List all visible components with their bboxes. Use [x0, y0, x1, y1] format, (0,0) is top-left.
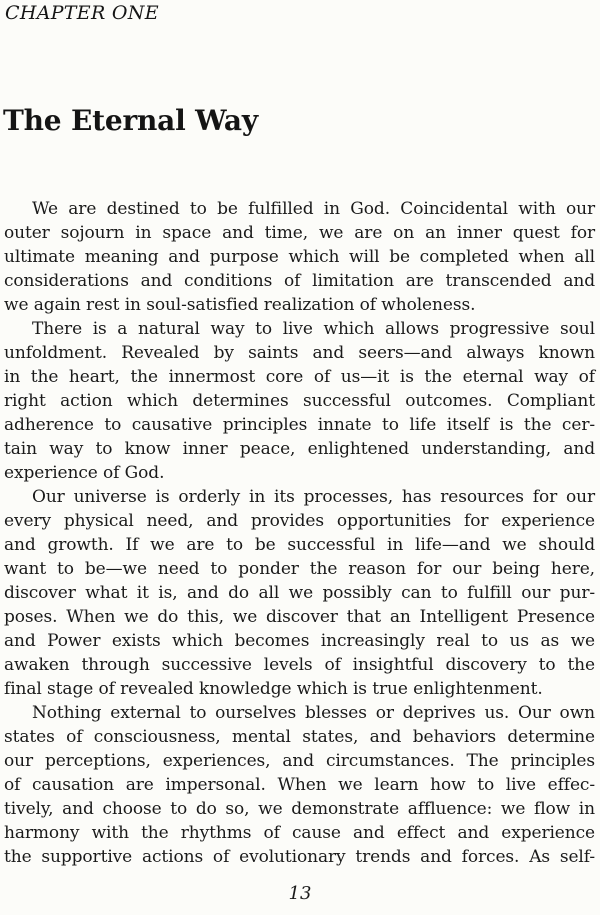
running-header: CHAPTER ONE [5, 2, 159, 24]
text-line: There is a natural way to live which allows progressive soul [32, 319, 595, 339]
text-line: tively, and choose to do so, we demonstrate affluence: we flow in [4, 799, 595, 819]
text-line: ultimate meaning and purpose which will be completed when all [4, 247, 595, 267]
text-line: discover what it is, and do all we possibly can to fulfill our pur- [4, 583, 595, 603]
text-line: poses. When we do this, we discover that an Intelligent Presence [4, 607, 595, 627]
text-line: we again rest in soul-satisfied realization of wholeness. [4, 295, 476, 315]
text-line: Our universe is orderly in its processes, has resources for our [32, 487, 595, 507]
text-line: tain way to know inner peace, enlightened understanding, and [4, 439, 595, 459]
text-line: and growth. If we are to be successful in life—and we should [4, 535, 595, 555]
text-line: considerations and conditions of limitation are transcended and [4, 271, 595, 291]
paragraph-2 [4, 317, 595, 485]
text-line: right action which determines successful outcomes. Compliant [4, 391, 595, 411]
paragraph-4 [4, 701, 595, 869]
paragraph-3 [4, 485, 595, 701]
text-line: states of consciousness, mental states, and behaviors determine [4, 727, 595, 747]
chapter-title: The Eternal Way [3, 104, 258, 137]
text-line: want to be—we need to ponder the reason for our being here, [4, 559, 595, 579]
text-line: experience of God. [4, 463, 165, 483]
page-number: 13 [288, 883, 312, 904]
text-line: our perceptions, experiences, and circumstances. The principles [4, 751, 595, 771]
text-line: Nothing external to ourselves blesses or deprives us. Our own [32, 703, 595, 723]
text-line: and Power exists which becomes increasingly real to us as we [4, 631, 595, 651]
text-line: in the heart, the innermost core of us—it is the eternal way of [4, 367, 595, 387]
text-line: outer sojourn in space and time, we are on an inner quest for [4, 223, 595, 243]
text-line: of causation are impersonal. When we learn how to live effec- [4, 775, 595, 795]
text-line: every physical need, and provides opportunities for experience [4, 511, 595, 531]
text-line: unfoldment. Revealed by saints and seers—and always known [4, 343, 595, 363]
text-line: awaken through successive levels of insightful discovery to the [4, 655, 595, 675]
text-line: the supportive actions of evolutionary trends and forces. As self- [4, 847, 595, 867]
text-line: We are destined to be fulfilled in God. Coincidental with our [32, 199, 595, 219]
text-line: adherence to causative principles innate to life itself is the cer- [4, 415, 595, 435]
paragraph-1 [4, 197, 595, 317]
body-text [4, 197, 595, 869]
text-line: harmony with the rhythms of cause and effect and experience [4, 823, 595, 843]
text-line: final stage of revealed knowledge which is true enlightenment. [4, 679, 543, 699]
